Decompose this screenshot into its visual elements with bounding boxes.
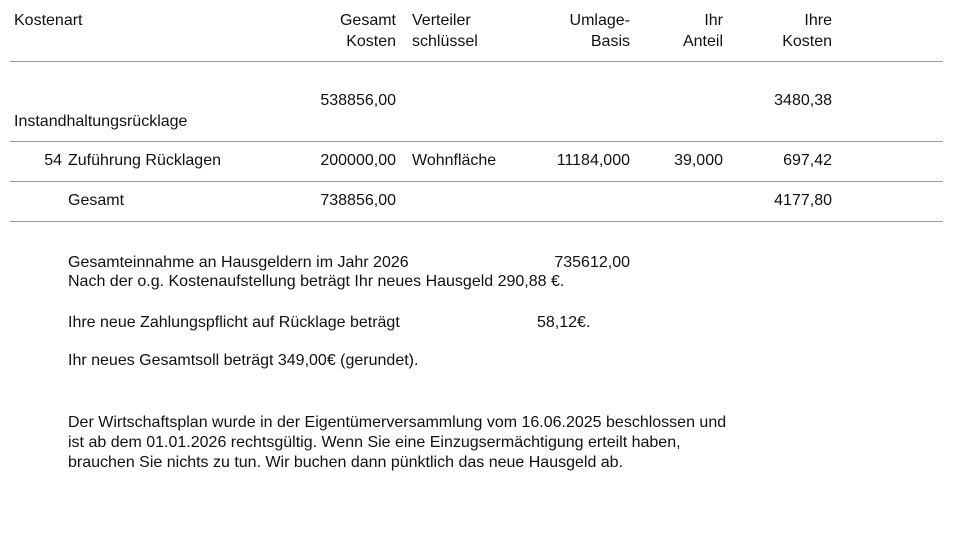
group-divider — [10, 141, 943, 142]
group-ihre-kosten: 3480,38 — [774, 92, 832, 109]
group-gesamt-kosten: 538856,00 — [320, 92, 396, 109]
total-label: Gesamt — [68, 192, 125, 209]
footer-line-2: ist ab dem 01.01.2026 rechtsgültig. Wenn Sie eine Einzugsermächtigung erteilt haben, — [68, 434, 681, 451]
ruecklage-label: Ihre neue Zahlungspflicht auf Rücklage beträgt — [68, 314, 400, 331]
header-ihre-kosten-line1: Ihre — [804, 12, 832, 29]
ruecklage-value: 58,12€. — [537, 314, 591, 331]
total-ihre-kosten: 4177,80 — [774, 192, 832, 209]
row-kostenart: Zuführung Rücklagen — [68, 152, 221, 169]
header-gesamt-kosten-line1: Gesamt — [339, 12, 396, 29]
einnahme-label: Gesamteinnahme an Hausgeldern im Jahr 2026 — [68, 254, 409, 271]
row-gesamt-kosten: 200000,00 — [320, 152, 396, 169]
header-kostenart: Kostenart — [14, 12, 83, 29]
header-umlage-basis-line2: Basis — [590, 33, 630, 50]
group-label: Instandhaltungsrücklage — [14, 113, 188, 130]
footer-line-3: brauchen Sie nichts zu tun. Wir buchen dann pünktlich das neue Hausgeld ab. — [68, 454, 624, 471]
total-gesamt-kosten: 738856,00 — [320, 192, 396, 209]
header-verteiler-line2: schlüssel — [412, 33, 478, 50]
header-verteiler-line1: Verteiler — [412, 12, 471, 29]
header-ihre-kosten-line2: Kosten — [782, 33, 832, 50]
header-ihr-anteil-line2: Anteil — [682, 33, 723, 50]
row-nr: 54 — [44, 152, 62, 169]
header-gesamt-kosten-line2: Kosten — [346, 33, 396, 50]
hausgeld-text: Nach der o.g. Kostenaufstellung beträgt Ihr neues Hausgeld 290,88 €. — [68, 273, 565, 290]
row-ihr-anteil: 39,000 — [674, 152, 723, 169]
header-ihr-anteil-line1: Ihr — [704, 12, 723, 29]
footer-line-1: Der Wirtschaftsplan wurde in der Eigentümerversammlung vom 16.06.2025 beschlossen und — [68, 414, 727, 431]
header-umlage-basis-line1: Umlage- — [569, 12, 630, 29]
header-divider — [10, 61, 943, 62]
row-divider — [10, 181, 943, 182]
einnahme-value: 735612,00 — [554, 254, 630, 271]
row-umlage-basis: 11184,000 — [556, 152, 630, 169]
total-divider — [10, 221, 943, 222]
row-ihre-kosten: 697,42 — [783, 152, 832, 169]
gesamtsoll-text: Ihr neues Gesamtsoll beträgt 349,00€ (gerundet). — [68, 352, 419, 369]
row-verteiler: Wohnfläche — [412, 152, 497, 169]
